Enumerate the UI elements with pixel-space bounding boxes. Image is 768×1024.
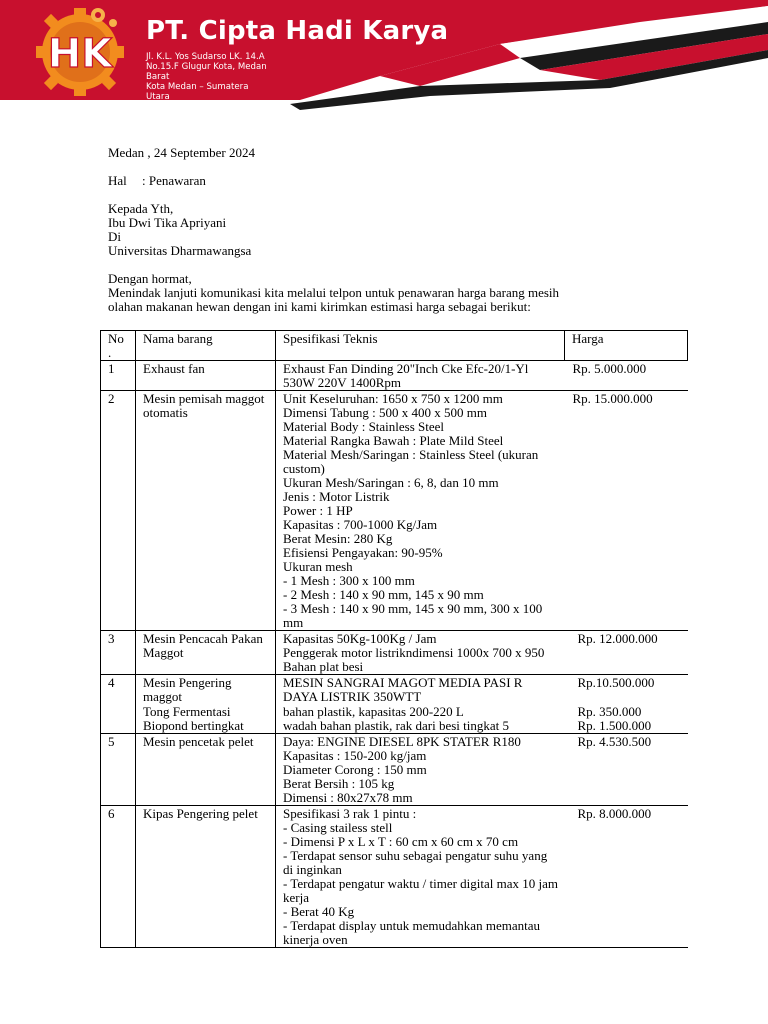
row-item-name-line: Kipas Pengering pelet — [143, 806, 258, 821]
row-number — [101, 675, 136, 705]
row-specification-line: Penggerak motor listrikndimensi 1000x 700 x 950 — [283, 645, 545, 660]
row-specification-line: - 2 Mesh : 140 x 90 mm, 145 x 90 mm — [283, 587, 484, 602]
table-header-row — [101, 331, 688, 361]
table-row — [101, 734, 688, 806]
row-specification-line: - Casing stailess stell — [283, 820, 393, 835]
row-price — [565, 734, 688, 806]
row-number — [101, 391, 136, 631]
row-number-line: 5 — [108, 734, 115, 749]
row-price-line: Rp. 15.000.000 — [572, 391, 653, 406]
row-specification-line: Efisiensi Pengayakan: 90-95% — [283, 545, 443, 560]
row-price-line: Rp. 12.000.000 — [577, 631, 658, 646]
row-specification-line: Kapasitas 50Kg-100Kg / Jam — [283, 631, 437, 646]
row-price-line: Rp. 5.000.000 — [572, 361, 647, 376]
row-item-name — [136, 361, 276, 391]
row-item-name — [136, 631, 276, 675]
subject-label: Hal — [108, 173, 127, 188]
row-specification-line: Ukuran mesh — [283, 559, 353, 574]
row-specification — [276, 734, 565, 806]
row-specification-line: wadah bahan plastik, rak dari besi tingkat 5 — [283, 718, 509, 733]
row-specification-line: Dimensi Tabung : 500 x 400 x 500 mm — [283, 405, 487, 420]
row-specification — [276, 704, 565, 734]
row-specification-line: Jenis : Motor Listrik — [283, 489, 390, 504]
row-specification-line: bahan plastik, kapasitas 200-220 L — [283, 704, 464, 719]
row-item-name — [136, 806, 276, 948]
recipient-line: Di — [108, 229, 121, 244]
row-price-line: Rp. 4.530.500 — [577, 734, 652, 749]
row-specification — [276, 806, 565, 948]
table-row — [101, 631, 688, 675]
row-item-name — [136, 675, 276, 705]
row-item-name-line: Mesin pencetak pelet — [143, 734, 254, 749]
row-number — [101, 734, 136, 806]
row-specification-line: Kapasitas : 150-200 kg/jam — [283, 748, 427, 763]
row-item-name — [136, 704, 276, 734]
date-line: Medan , 24 September 2024 — [108, 145, 255, 160]
row-number — [101, 361, 136, 391]
row-number — [101, 704, 136, 734]
header-name: Nama barang — [136, 331, 276, 361]
row-price-line: Rp. 8.000.000 — [577, 806, 652, 821]
row-specification-line: MESIN SANGRAI MAGOT MEDIA PASI R — [283, 675, 523, 690]
row-specification-line: - 1 Mesh : 300 x 100 mm — [283, 573, 415, 588]
row-item-name-line: Mesin pemisah maggot otomatis — [143, 391, 265, 420]
row-specification — [276, 361, 565, 391]
row-specification-line: Daya: ENGINE DIESEL 8PK STATER R180 — [283, 734, 521, 749]
row-specification-line: - Terdapat sensor suhu sebagai pengatur suhu yang di inginkan — [283, 848, 548, 877]
table-row — [101, 704, 688, 734]
row-specification — [276, 631, 565, 675]
letter-body — [108, 146, 708, 314]
row-price — [565, 704, 688, 734]
row-specification-line: Berat Bersih : 105 kg — [283, 776, 395, 791]
row-number-line: 2 — [108, 391, 115, 406]
row-number — [101, 806, 136, 948]
row-specification-line: Material Body : Stainless Steel — [283, 419, 445, 434]
row-specification-line: Diameter Corong : 150 mm — [283, 762, 427, 777]
subject-line — [108, 174, 708, 188]
recipient-line: Kepada Yth, — [108, 201, 174, 216]
address-line: Kota Medan – Sumatera — [146, 82, 249, 92]
row-specification-line: Exhaust Fan Dinding 20"Inch Cke Efc-20/1-Yl 530W 220V 1400Rpm — [283, 361, 529, 390]
row-specification-line: - Dimensi P x L x T : 60 cm x 60 cm x 70 cm — [283, 834, 519, 849]
row-item-name — [136, 734, 276, 806]
row-price — [565, 675, 688, 705]
subject-value: : Penawaran — [142, 173, 206, 188]
row-price — [565, 806, 688, 948]
row-specification — [276, 675, 565, 705]
table-row — [101, 675, 688, 705]
row-number-line: 4 — [108, 675, 115, 690]
offer-table — [100, 330, 688, 948]
letterhead — [0, 0, 768, 110]
header-no: No . — [101, 331, 136, 361]
row-specification-line: Material Rangka Bawah : Plate Mild Steel — [283, 433, 504, 448]
table-row — [101, 391, 688, 631]
greeting: Dengan hormat, — [108, 271, 192, 286]
row-price-line: Rp. 1.500.000 — [577, 718, 652, 733]
row-number-line: 3 — [108, 631, 115, 646]
row-item-name-line: Mesin Pencacah Pakan Maggot — [143, 631, 263, 660]
row-specification-line: Kapasitas : 700-1000 Kg/Jam — [283, 517, 438, 532]
row-price — [565, 631, 688, 675]
table-row — [101, 806, 688, 948]
row-item-name-line: Tong Fermentasi Biopond bertingkat — [143, 704, 244, 733]
row-item-name-line: Exhaust fan — [143, 361, 205, 376]
header-spec: Spesifikasi Teknis — [276, 331, 565, 361]
intro-line: olahan makanan hewan dengan ini kami kirimkan estimasi harga sebagai berikut: — [108, 299, 531, 314]
row-specification-line: Power : 1 HP — [283, 503, 353, 518]
table-row — [101, 361, 688, 391]
row-number-line: 6 — [108, 806, 115, 821]
row-specification-line: - Berat 40 Kg — [283, 904, 355, 919]
table-body — [101, 361, 688, 948]
row-specification-line: Berat Mesin: 280 Kg — [283, 531, 393, 546]
row-specification-line: Spesifikasi 3 rak 1 pintu : — [283, 806, 417, 821]
row-specification-line: Dimensi : 80x27x78 mm — [283, 790, 413, 805]
intro-line: Menindak lanjuti komunikasi kita melalui telpon untuk penawaran harga barang mesih — [108, 285, 560, 300]
row-item-name-line: Mesin Pengering maggot — [143, 675, 232, 704]
row-specification-line: - Terdapat pengatur waktu / timer digital max 10 jam kerja — [283, 876, 559, 905]
row-item-name — [136, 391, 276, 631]
row-price-line: Rp.10.500.000 — [577, 675, 655, 690]
company-logo-text: HK — [47, 31, 113, 77]
recipient-institution: Universitas Dharmawangsa — [108, 243, 252, 258]
company-name: PT. Cipta Hadi Karya — [146, 16, 449, 46]
row-price — [565, 391, 688, 631]
row-specification-line: Unit Keseluruhan: 1650 x 750 x 1200 mm — [283, 391, 503, 406]
row-specification-line: Bahan plat besi — [283, 659, 364, 674]
row-specification-line: Material Mesh/Saringan : Stainless Steel (ukuran custom) — [283, 447, 539, 476]
company-address — [146, 52, 306, 102]
row-specification-line: - 3 Mesh : 140 x 90 mm, 145 x 90 mm, 300 x 100 mm — [283, 601, 543, 630]
row-number — [101, 631, 136, 675]
address-line: Jl. K.L. Yos Sudarso LK. 14.A — [146, 52, 265, 62]
row-specification-line: - Terdapat display untuk memudahkan memantau kinerja oven — [283, 918, 540, 947]
address-line: Utara — [146, 92, 170, 102]
row-price — [565, 361, 688, 391]
row-specification-line: Ukuran Mesh/Saringan : 6, 8, dan 10 mm — [283, 475, 499, 490]
header-price: Harga — [565, 331, 688, 361]
row-price-line: Rp. 350.000 — [577, 704, 642, 719]
row-specification — [276, 391, 565, 631]
address-line: Barat — [146, 72, 170, 82]
row-specification-line: DAYA LISTRIK 350WTT — [283, 689, 422, 704]
address-line: No.15.F Glugur Kota, Medan — [146, 62, 267, 72]
recipient-name: Ibu Dwi Tika Apriyani — [108, 215, 227, 230]
row-number-line: 1 — [108, 361, 115, 376]
